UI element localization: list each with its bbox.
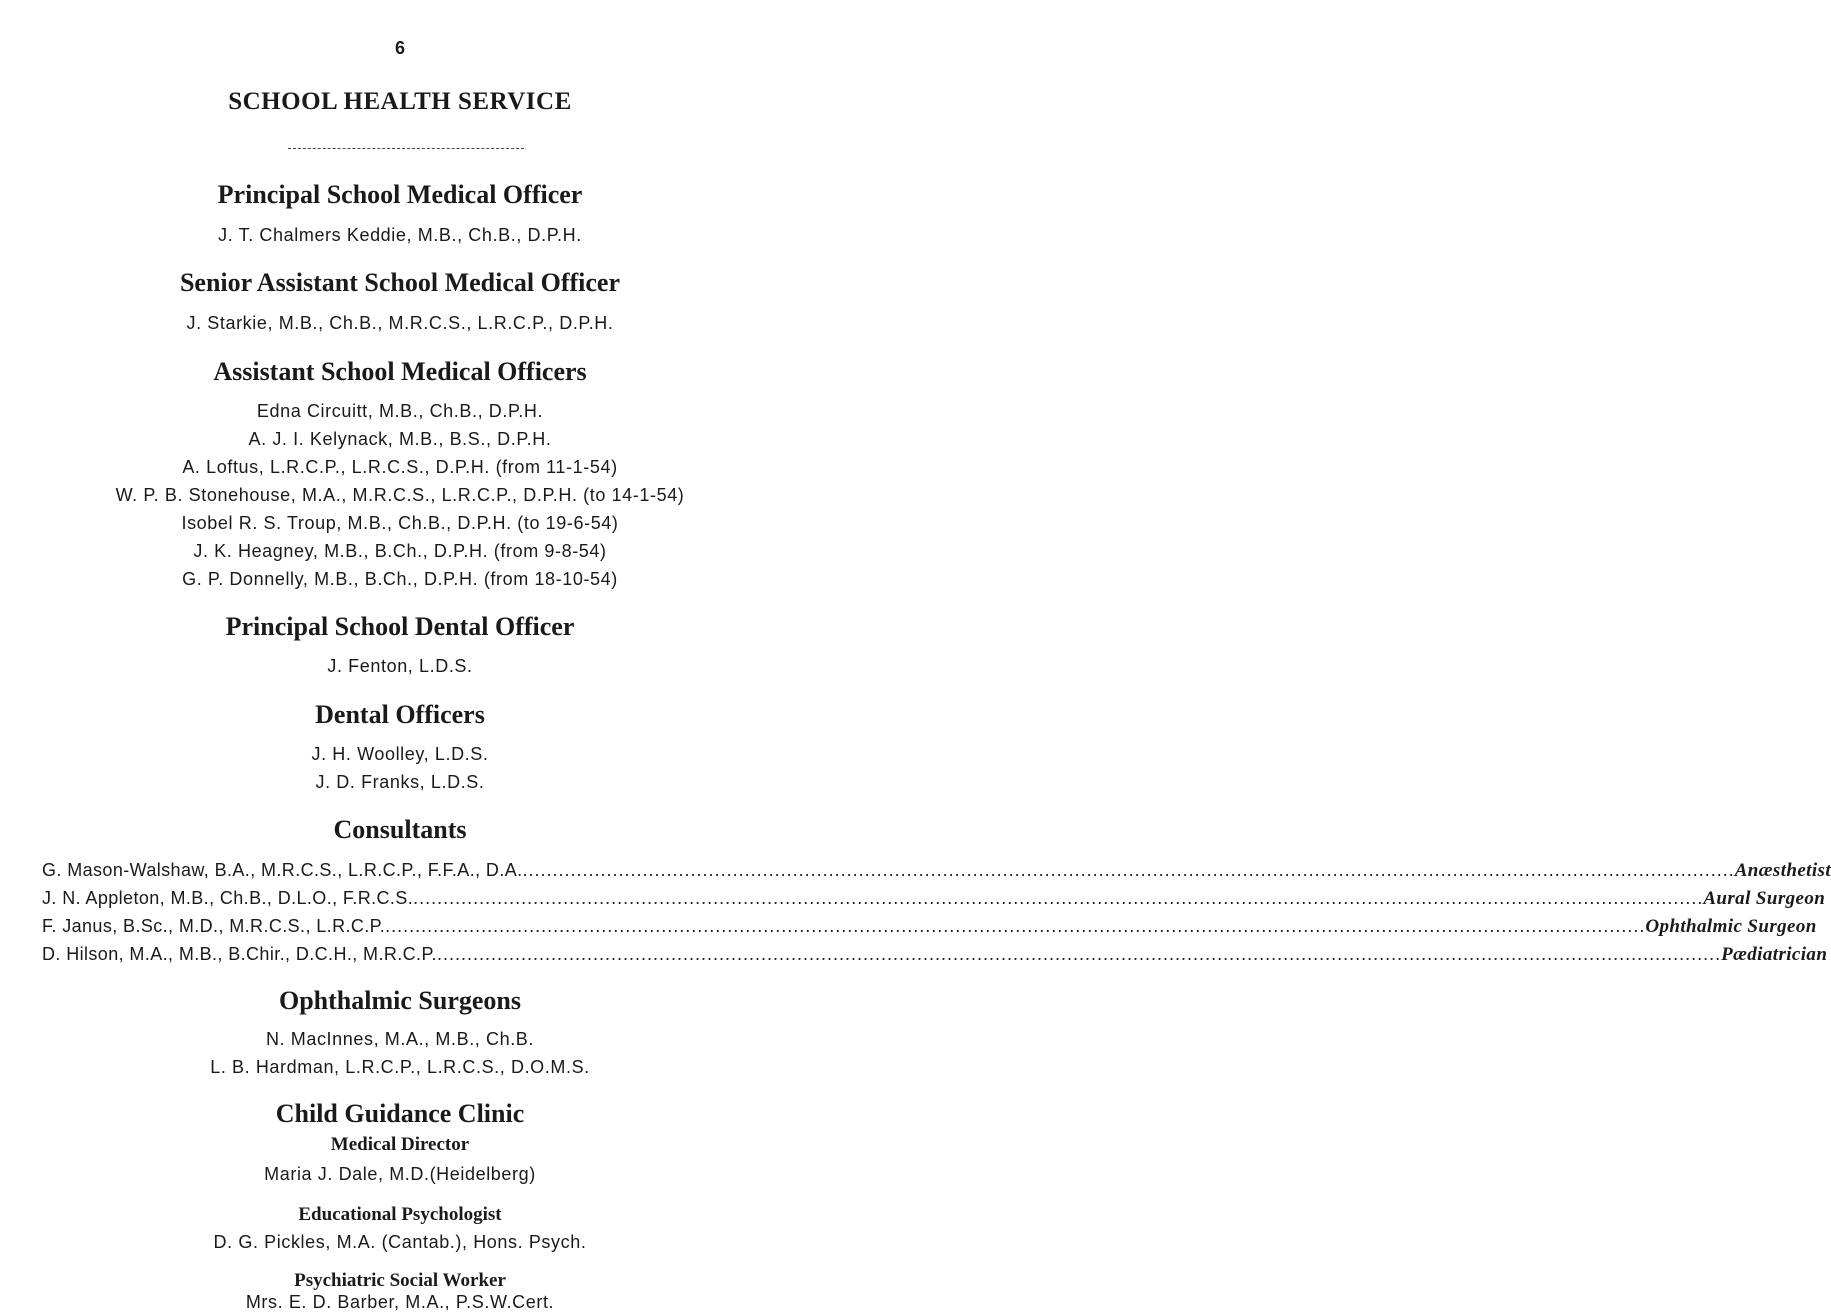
consultants-heading: Consultants bbox=[333, 815, 467, 844]
ophthalmic-surgeon-name: N. MacInnes, M.A., M.B., Ch.B. bbox=[265, 1029, 535, 1049]
pdo-heading: Principal School Dental Officer bbox=[225, 612, 575, 641]
assistant-name: J. K. Heagney, M.B., B.Ch., D.P.H. (from 9-8-54) bbox=[193, 541, 607, 561]
leader-dots: .......................................................................................................................................................................................................... bbox=[522, 860, 1735, 880]
consultant-name: J. N. Appleton, M.B., Ch.B., D.L.O., F.R.C.S. bbox=[42, 888, 414, 908]
consultant-row bbox=[42, 860, 1831, 882]
social-worker-label: Psychiatric Social Worker bbox=[294, 1270, 506, 1291]
assistant-name: A. Loftus, L.R.C.P., L.R.C.S., D.P.H. (from 11-1-54) bbox=[182, 457, 618, 477]
assistant-name: W. P. B. Stonehouse, M.A., M.R.C.S., L.R.C.P., D.P.H. (to 14-1-54) bbox=[115, 485, 685, 505]
dental-officer-name: J. D. Franks, L.D.S. bbox=[315, 772, 485, 792]
leader-dots: .................................................................................................................................................................................................................. bbox=[385, 916, 1646, 936]
page-number: 6 bbox=[394, 38, 405, 58]
leader-dots: ....................................................................................................................................................................................................................... bbox=[413, 888, 1704, 908]
assistant-name: Isobel R. S. Troup, M.B., Ch.B., D.P.H. (to 19-6-54) bbox=[181, 513, 619, 533]
pmo-name: J. T. Chalmers Keddie, M.B., Ch.B., D.P.H. bbox=[218, 225, 582, 245]
title-divider bbox=[288, 148, 524, 149]
consultant-row bbox=[42, 888, 1826, 910]
consultant-row bbox=[42, 944, 1828, 966]
pmo-heading: Principal School Medical Officer bbox=[217, 180, 583, 209]
consultant-role: Anæsthetist bbox=[1734, 860, 1831, 881]
consultant-row bbox=[42, 916, 1817, 938]
ophthalmic-surgeon-name: L. B. Hardman, L.R.C.P., L.R.C.S., D.O.M.S. bbox=[210, 1057, 590, 1077]
consultant-role: Pædiatrician bbox=[1721, 944, 1828, 965]
senior-name: J. Starkie, M.B., Ch.B., M.R.C.S., L.R.C.P., D.P.H. bbox=[186, 313, 614, 333]
senior-heading: Senior Assistant School Medical Officer bbox=[179, 268, 621, 297]
cgc-heading: Child Guidance Clinic bbox=[275, 1099, 525, 1128]
consultant-name: G. Mason-Walshaw, B.A., M.R.C.S., L.R.C.P., F.F.A., D.A. bbox=[42, 860, 523, 880]
social-worker-name: Mrs. E. D. Barber, M.A., P.S.W.Cert. bbox=[245, 1292, 555, 1312]
leader-dots: ...................................................................................................................................................................................................................... bbox=[436, 944, 1722, 964]
pdo-name: J. Fenton, L.D.S. bbox=[327, 656, 473, 676]
psychologist-name: D. G. Pickles, M.A. (Cantab.), Hons. Psych. bbox=[213, 1232, 587, 1252]
consultant-name: D. Hilson, M.A., M.B., B.Chir., D.C.H., M.R.C.P. bbox=[42, 944, 437, 964]
assistants-heading: Assistant School Medical Officers bbox=[213, 357, 587, 386]
consultant-role: Ophthalmic Surgeon bbox=[1645, 916, 1817, 937]
psychologist-label: Educational Psychologist bbox=[298, 1204, 502, 1225]
assistant-name: Edna Circuitt, M.B., Ch.B., D.P.H. bbox=[256, 401, 544, 421]
medical-director-name: Maria J. Dale, M.D.(Heidelberg) bbox=[264, 1164, 536, 1184]
dental-officer-name: J. H. Woolley, L.D.S. bbox=[311, 744, 489, 764]
medical-director-label: Medical Director bbox=[330, 1134, 470, 1155]
consultant-name: F. Janus, B.Sc., M.D., M.R.C.S., L.R.C.P. bbox=[42, 916, 386, 936]
ophthalmic-heading: Ophthalmic Surgeons bbox=[279, 986, 521, 1015]
page-title: SCHOOL HEALTH SERVICE bbox=[228, 88, 572, 115]
assistant-name: A. J. I. Kelynack, M.B., B.S., D.P.H. bbox=[248, 429, 552, 449]
consultant-role: Aural Surgeon bbox=[1703, 888, 1826, 909]
assistant-name: G. P. Donnelly, M.B., B.Ch., D.P.H. (from 18-10-54) bbox=[182, 569, 618, 589]
dental-heading: Dental Officers bbox=[315, 700, 485, 729]
